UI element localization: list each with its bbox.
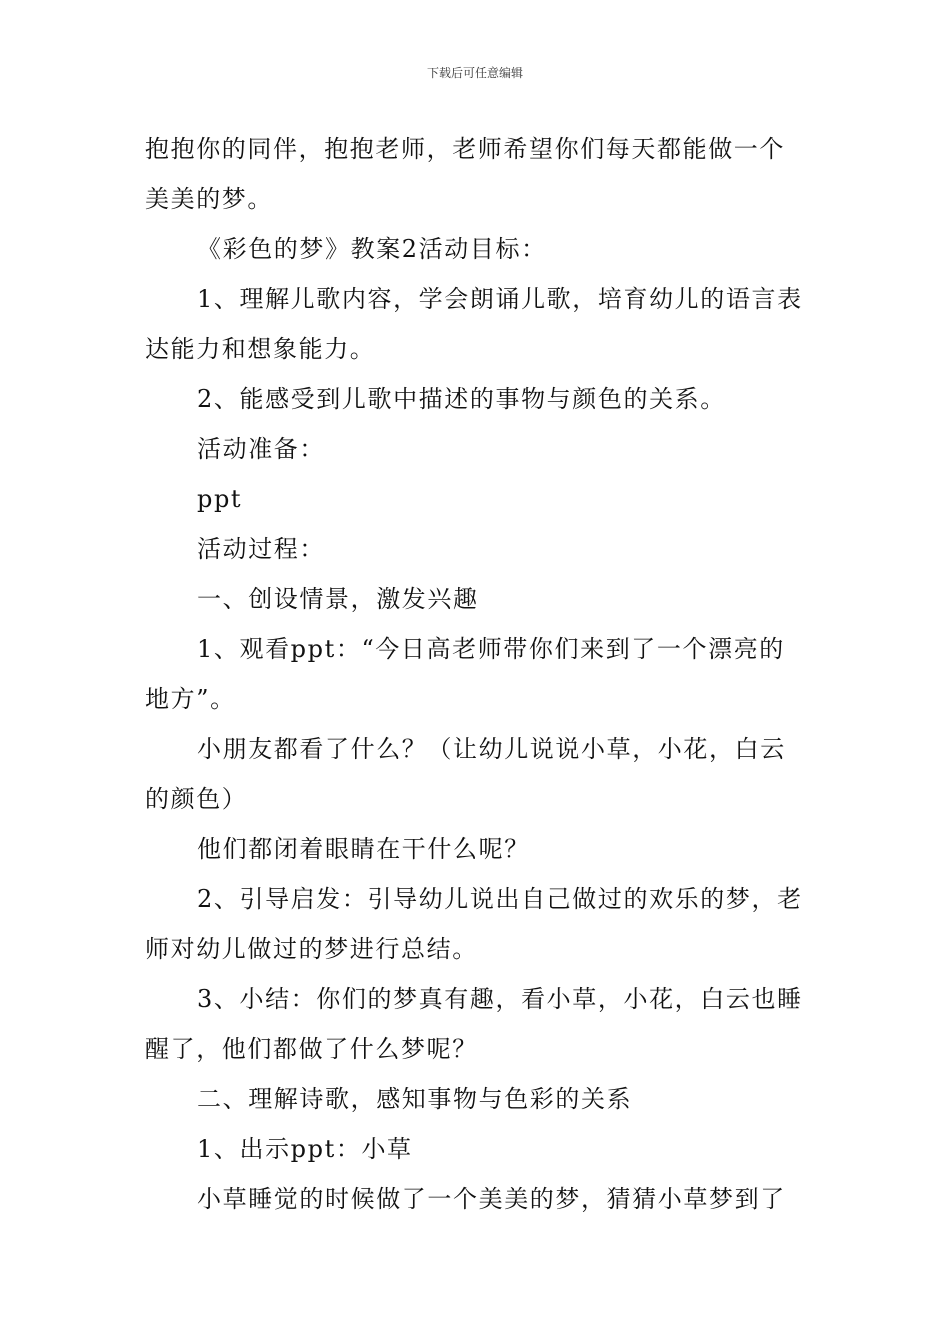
- paragraph: 小朋友都看了什么？（让幼儿说说小草，小花，白云的颜色）: [145, 735, 786, 813]
- step-heading: 一、创设情景，激发兴趣: [197, 585, 479, 613]
- paragraph: 1、观看ppt：“今日高老师带你们来到了一个漂亮的地方”。: [145, 635, 785, 713]
- paragraph: 抱抱你的同伴，抱抱老师，老师希望你们每天都能做一个美美的梦。: [145, 135, 785, 213]
- paragraph: 他们都闭着眼睛在干什么呢？: [197, 835, 530, 863]
- paragraph: 小草睡觉的时候做了一个美美的梦，猜猜小草梦到了: [197, 1185, 786, 1213]
- paragraph: 2、引导启发：引导幼儿说出自己做过的欢乐的梦，老师对幼儿做过的梦进行总结。: [145, 885, 803, 963]
- paragraph: 1、理解儿歌内容，学会朗诵儿歌，培育幼儿的语言表达能力和想象能力。: [145, 285, 803, 363]
- section-label: 活动准备：: [197, 435, 325, 463]
- section-heading: 《彩色的梦》教案2活动目标：: [197, 235, 547, 263]
- paragraph: 3、小结：你们的梦真有趣，看小草，小花，白云也睡醒了，他们都做了什么梦呢？: [145, 985, 803, 1063]
- paragraph: 2、能感受到儿歌中描述的事物与颜色的关系。: [197, 385, 726, 413]
- paragraph: ppt: [197, 485, 243, 513]
- paragraph: 1、出示ppt：小草: [197, 1135, 413, 1163]
- page-header: 下载后可任意编辑: [426, 66, 523, 80]
- document-body: [145, 124, 810, 1224]
- step-heading: 二、理解诗歌，感知事物与色彩的关系: [197, 1085, 633, 1113]
- section-label: 活动过程：: [197, 535, 325, 563]
